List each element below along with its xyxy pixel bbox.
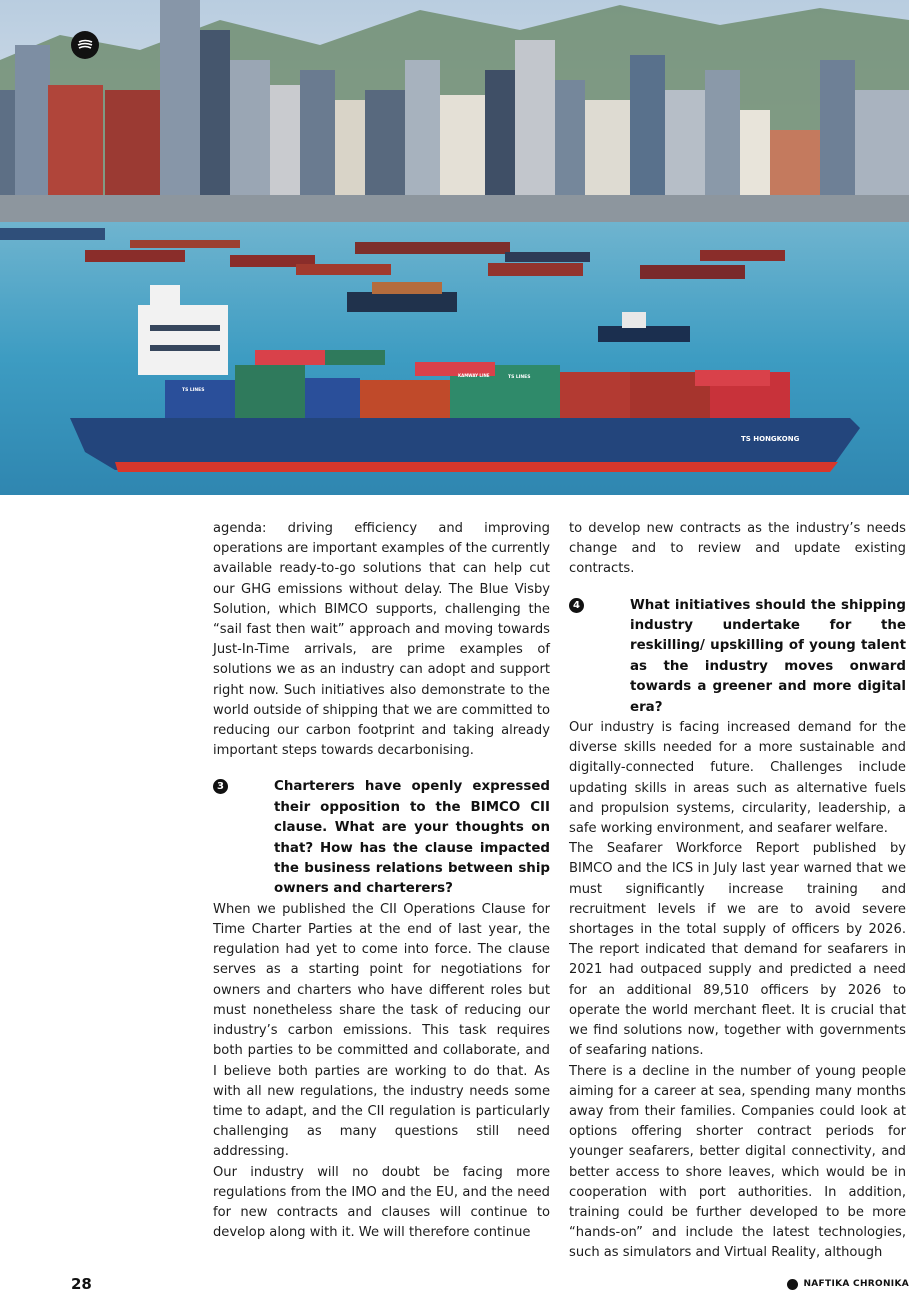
article-column-left [213, 519, 550, 1243]
container-ship-harbour-photo [0, 0, 909, 495]
footer-publication [787, 1277, 909, 1291]
answer-paragraph: The Seafarer Workforce Report published by BIMCO and the ICS in July last year warned that we must significantly increase training and recruitment levels if we are to avoid severe shortages in the total supply of officers by 2026. The report indicated that demand for seafarers in 2021 had outpaced supply and predicted a need for an additional 89,510 officers by 2026 to operate the world merchant fleet. It is crucial that we find solutions now, together with governments of seafaring nations. [569, 841, 906, 1059]
article-column-right [569, 519, 906, 1264]
question-4 [569, 596, 906, 718]
hero-photo [0, 0, 909, 495]
answer-continuation: to develop new contracts as the industry’s needs change and to review and update existing contracts. [569, 521, 906, 577]
page-number: 28 [71, 1275, 92, 1293]
question-3 [213, 777, 550, 899]
brand-logo-icon [71, 31, 99, 59]
answer-paragraph: Our industry is facing increased demand for the diverse skills needed for a more sustainable and digitally-connected future. Challenges include updating skills in areas such as alternative fuels and propulsion systems, circularity, leadership, a safe working environment, and seafarer welfare. [569, 720, 906, 837]
question-number-badge: 3 [213, 779, 228, 794]
question-text: Charterers have openly expressed their opposition to the BIMCO CII clause. What are your thoughts on that? How has the clause impacted the business relations between ship owners and charterers? [274, 779, 550, 897]
question-number-badge: 4 [569, 598, 584, 613]
answer-paragraph: There is a decline in the number of young people aiming for a career at sea, spending many months away from their families. Companies could look at options offering shorter contract periods for younger seafarers, better digital connectivity, and better access to shore leaves, which would be in cooperation with port authorities. In addition, training could be further developed to be more “hands-on” and include the latest technologies, such as simulators and Virtual Reality, although [569, 1063, 906, 1261]
answer-continuation: agenda: driving efficiency and improving operations are important examples of the currently available ready-to-go solutions that can help cut our GHG emissions without delay. The Blue Visby Solution, which BIMCO supports, challenging the “sail fast then wait” approach and moving towards Just-In-Time arrivals, are prime examples of solutions we as an industry can adopt and support right now. Such initiatives also demonstrate to the world outside of shipping that we are committed to reducing our carbon footprint and taking already important steps towards decarbonising. [213, 521, 550, 759]
answer-paragraph: Our industry will no doubt be facing more regulations from the IMO and the EU, and the need for new contracts and clauses will continue to develop along with it. We will therefore continue [213, 1164, 550, 1241]
container-lettering-2: TS LINES [508, 375, 531, 380]
publication-name: NAFTIKA CHRONIKA [803, 1279, 909, 1289]
publication-logo-icon [787, 1279, 798, 1290]
container-lettering-3: KAMWAY LINE [458, 373, 490, 378]
container-lettering: TS LINES [182, 388, 205, 393]
ship-name-lettering: TS HONGKONG [741, 435, 800, 443]
answer-paragraph: When we published the CII Operations Clause for Time Charter Parties at the end of last year, the regulation had yet to come into force. The clause serves as a starting point for negotiations for owners and charters who have different roles but must nonetheless share the task of reducing our industry’s carbon emissions. This task requires both parties to be committed and collaborate, and I believe both parties are working to do that. As with all new regulations, the industry needs some time to adapt, and the CII regulation is particularly challenging as many questions still need addressing. [213, 901, 550, 1160]
question-text: What initiatives should the shipping industry undertake for the reskilling/ upskilling of young talent as the industry moves onward towards a greener and more digital era? [630, 597, 906, 715]
